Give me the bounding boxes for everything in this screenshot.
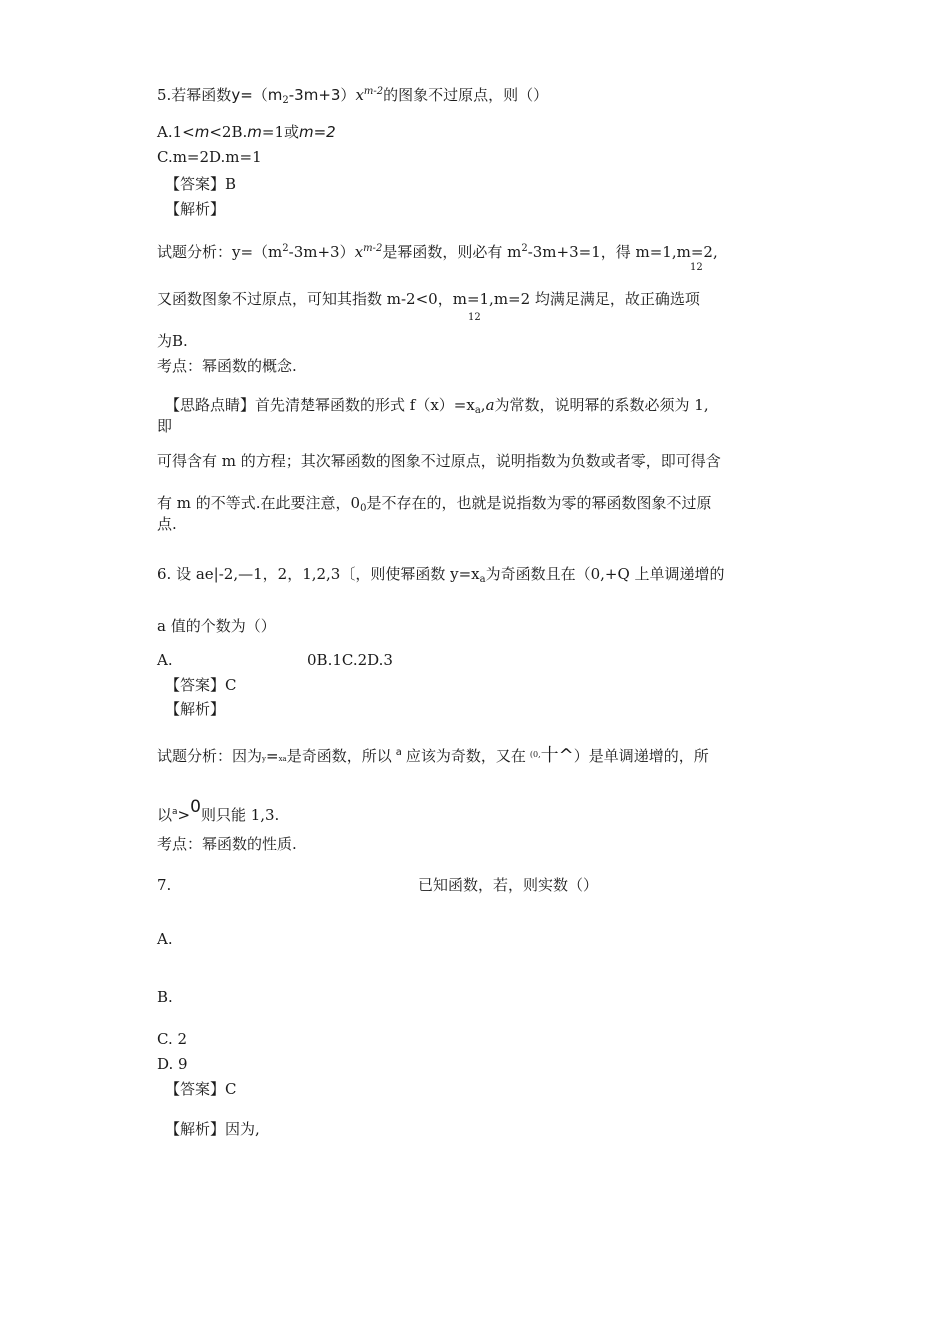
q5-tip-sub: a [474, 405, 481, 416]
q7-stem: 已知函数，若，则实数（） [418, 876, 599, 894]
q5-analysis-line-1 [157, 239, 718, 262]
q6-a2-zero: 0 [190, 797, 201, 817]
q6-stem [157, 564, 725, 590]
q5-opt-m2: m [247, 123, 262, 141]
q5-a2-subscript: 12 [468, 312, 481, 323]
q7-analysis: 【解析】因为, [165, 1120, 260, 1138]
q6-a2-rest: 则只能 1,3. [200, 806, 280, 824]
q5-options-cd: C.m=2D.m=1 [157, 148, 262, 166]
q5-a1-sup-2: 2 [521, 243, 528, 254]
q5-answer: 【答案】B [165, 175, 237, 193]
q5-tip-line-1 [165, 395, 709, 421]
q6-stem-line-2: a 值的个数为（） [157, 617, 276, 635]
q5-opt-b-or: =1或 [261, 123, 299, 141]
q5-a1-subscript: 12 [690, 262, 703, 273]
q5-stem-number: 5.若幂函数 [157, 86, 232, 104]
q6-options-rest: 0B.1C.2D.3 [307, 651, 393, 669]
q7-number: 7. [157, 876, 172, 894]
q6-a1-tail: ）是单调递增的，所 [573, 747, 709, 765]
q5-tip-line-4: 点. [157, 515, 177, 533]
q5-analysis-line-2: 又函数图象不过原点，可知其指数 m-2<0，m=1,m=2 均满足满足，故正确选项 [157, 290, 700, 308]
q7-answer: 【答案】C [165, 1080, 237, 1098]
q5-a1-end: -3m+3=1，得 m=1,m=2, [527, 243, 718, 261]
q5-a1-mid: -3m+3） [288, 243, 355, 261]
q5-a1-lead: 试题分析：y=（m [157, 243, 283, 261]
q6-knowledge-point: 考点：幂函数的性质. [157, 835, 297, 853]
q6-a1-tiny-x: xa [278, 755, 287, 763]
q6-a1-cross: 十^ [540, 745, 574, 766]
q5-tip-lead: 【思路点睛】首先清楚幂函数的形式 f（x）=x [165, 396, 475, 414]
q7-option-a: A. [157, 930, 173, 948]
q6-analysis-heading: 【解析】 [165, 700, 226, 718]
q5-tip-rest: 为常数，说明幂的系数必须为 1, [494, 396, 709, 414]
q6-a2-lead: 以 [157, 806, 173, 824]
q6-stem-lead: 6. 设 ae|-2,—1，2，1,2,3〔，则使幂函数 y=x [157, 565, 480, 583]
q5-stem-tail: 的图象不过原点，则（） [383, 86, 549, 104]
q5-tip3-sub: 0 [360, 503, 367, 514]
q5-tip-line-2: 可得含有 m 的方程；其次幂函数的图象不过原点，说明指数为负数或者零，即可得含 [157, 452, 721, 470]
q5-a1-x: x [354, 243, 364, 261]
q5-stem-formula-2: -3m+3） [288, 86, 356, 104]
q7-option-c: C. 2 [157, 1030, 188, 1048]
q5-stem [157, 82, 548, 111]
q6-a1-tiny-interval: (0, [529, 750, 541, 759]
q5-stem-formula: y=（m [231, 86, 283, 104]
q6-a1-mid-2: 应该为奇数，又在 [405, 747, 526, 765]
q6-a1-sup-a: a [395, 747, 402, 758]
q5-stem-x: x [355, 86, 364, 104]
q6-a2-sup-a: a [172, 807, 178, 817]
q5-analysis-line-3: 为B. [157, 332, 188, 350]
q5-tip3-lead: 有 m 的不等式.在此要注意，0 [157, 494, 361, 512]
q7-option-d: D. 9 [157, 1055, 188, 1073]
q5-stem-exponent: m-2 [363, 86, 384, 97]
q5-tip-a: a [485, 396, 495, 414]
q6-stem-tail: 为奇函数且在（0,+Q 上单调递增的 [485, 565, 725, 583]
q5-a1-exponent: m-2 [363, 243, 383, 254]
q6-stem-sub: a [479, 574, 486, 585]
q5-opt-a-text: A.1< [157, 123, 195, 141]
q5-options-ab [157, 122, 336, 142]
q5-analysis-heading: 【解析】 [165, 200, 226, 218]
q6-a1-eq: = [265, 747, 279, 765]
q5-tip3-rest: 是不存在的，也就是说指数为零的幂函数图象不过原 [366, 494, 712, 512]
q5-knowledge-point: 考点：幂函数的概念. [157, 357, 297, 375]
q5-tip-comma: , [480, 396, 486, 414]
q6-analysis-line-1 [157, 743, 709, 769]
q5-tip-line-1b: 即 [157, 417, 173, 435]
q6-a1-tiny-y: y [262, 755, 266, 763]
q5-stem-sub: 2 [282, 95, 289, 106]
q5-opt-m3: m=2 [299, 123, 336, 141]
q7-option-b: B. [157, 988, 173, 1006]
q6-option-a: A. [157, 651, 173, 669]
q5-tip-line-3 [157, 493, 711, 519]
q5-opt-b-text: <2B. [209, 123, 248, 141]
q6-a1-lead: 试题分析：因为 [157, 747, 263, 765]
q6-answer: 【答案】C [165, 676, 237, 694]
q6-a1-mid: 是奇函数，所以 [286, 747, 392, 765]
q5-a1-sup: 2 [282, 243, 289, 254]
q6-a2-gt: > [177, 806, 191, 824]
q6-analysis-line-2 [157, 797, 279, 825]
q5-opt-m1: m [194, 123, 210, 141]
q5-a1-rest: 是幂函数，则必有 m [382, 243, 522, 261]
